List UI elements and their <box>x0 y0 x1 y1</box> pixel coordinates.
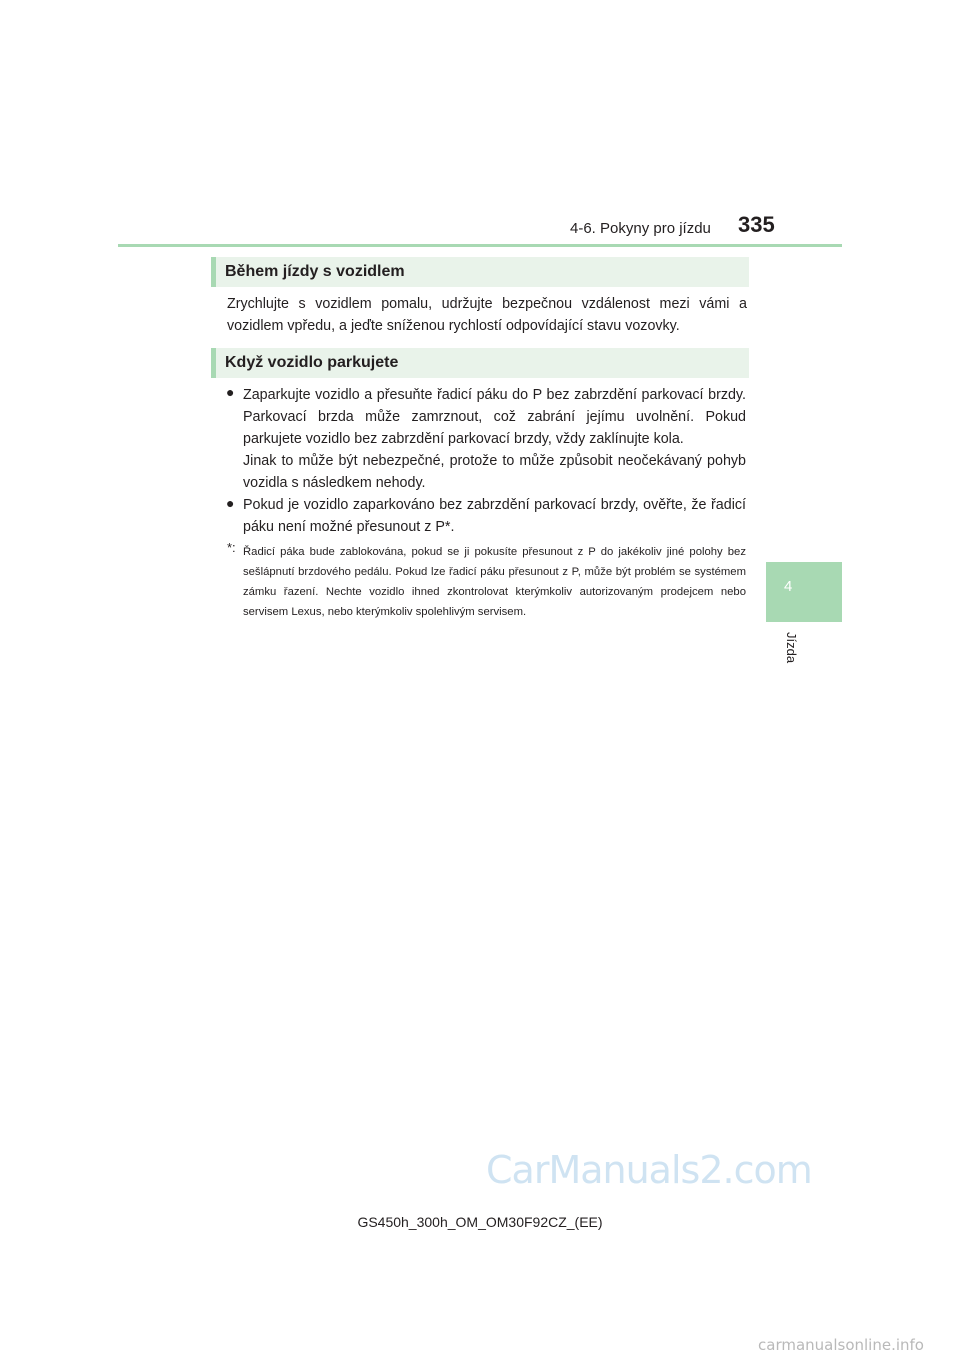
parking-bullet-2: Pokud je vozidlo zaparkováno bez zabrzdění parkovací brzdy, ověřte, že řadicí páku není možné přesunout z P*. <box>243 497 746 535</box>
chapter-tab <box>766 562 842 622</box>
heading-accent-bar <box>211 348 216 378</box>
chapter-number: 4 <box>784 578 793 595</box>
watermark-logo: CarManuals2.com <box>486 1148 812 1192</box>
section-heading-text: Během jízdy s vozidlem <box>225 263 405 280</box>
footnote-marker: *: <box>227 540 236 555</box>
footnote-text: Řadicí páka bude zablokována, pokud se ji pokusíte přesunout z P do jakékoliv jiné polohy bez sešlápnutí brzdového pedálu. Pokud lze řadicí páku přesunout z P, může být problém se systémem zámku řazení. Nechte vozidlo ihned zkontrolovat kterýmkoliv autorizovaným prodejcem nebo servisem Lexus, nebo kterýmkoliv spolehlivým servisem. <box>243 546 746 618</box>
driving-paragraph: Zrychlujte s vozidlem pomalu, udržujte bezpečnou vzdálenost mezi vámi a vozidlem vpředu, a jeďte sníženou rychlostí odpovídající stavu vozovky. <box>227 296 747 334</box>
heading-accent-bar <box>211 257 216 287</box>
section-label: 4-6. Pokyny pro jízdu <box>570 220 711 237</box>
document-code: GS450h_300h_OM_OM30F92CZ_(EE) <box>357 1214 603 1230</box>
bullet-icon: ● <box>226 495 235 511</box>
section-heading-text: Když vozidlo parkujete <box>225 354 399 371</box>
section-heading-driving <box>211 257 749 287</box>
header-rule <box>118 244 842 247</box>
section-heading-parking <box>211 348 749 378</box>
parking-bullet-1-continued: Jinak to může být nebezpečné, protože to může způsobit neočekávaný pohyb vozidla s následkem nehody. <box>243 453 746 491</box>
parking-bullet-1: Zaparkujte vozidlo a přesuňte řadicí páku do P bez zabrzdění parkovací brzdy. Parkovací brzda může zamrznout, což zabrání jejímu uvolnění. Pokud parkujete vozidlo bez zabrzdění parkovací brzdy, vždy zaklínujte kola. <box>243 387 746 447</box>
corner-watermark: carmanualsonline.info <box>758 1336 924 1354</box>
page-number: 335 <box>738 212 775 237</box>
bullet-icon: ● <box>226 384 235 400</box>
chapter-title: Jízda <box>784 632 799 664</box>
